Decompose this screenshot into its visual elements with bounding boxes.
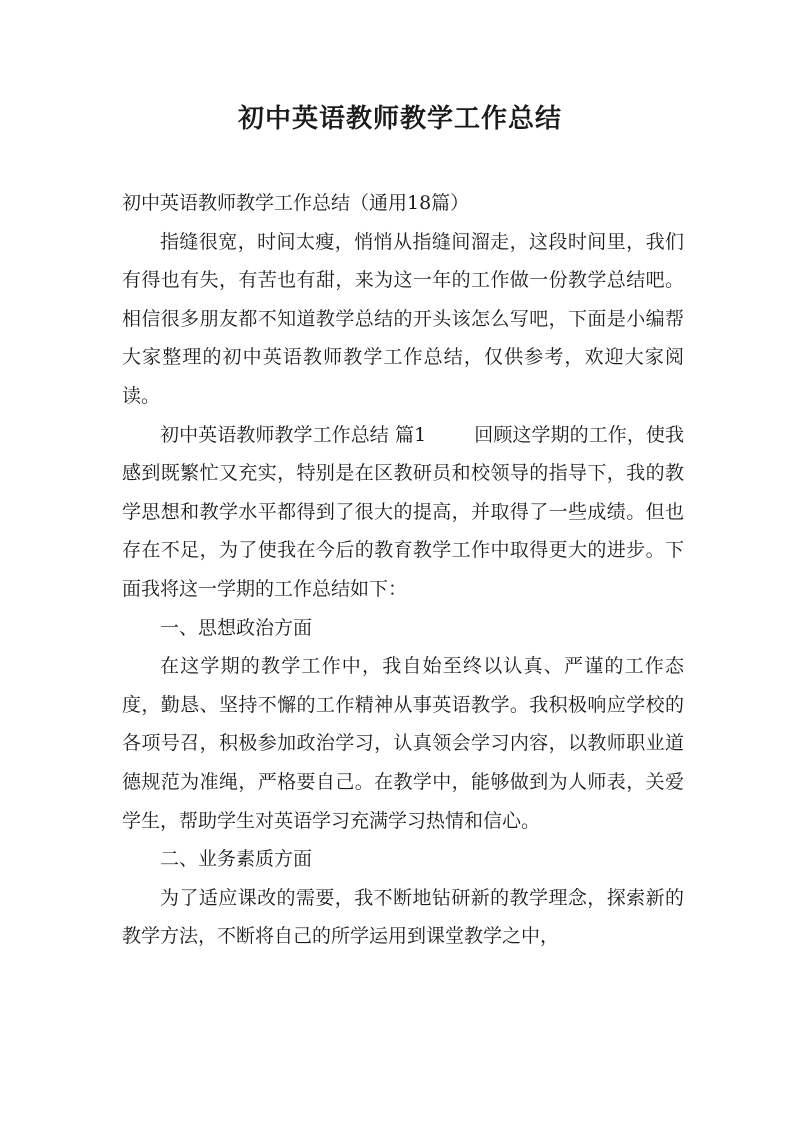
part1-text: 回顾这学期的工作，使我感到既繁忙又充实，特别是在区教研员和校领导的指导下，我的教学思想和教学水平都得到了很大的提高，并取得了一些成绩。但也存在不足，为了使我在今后的教育教学工作中取得更大的进步。下面我将这一学期的工作总结如下： <box>122 423 684 600</box>
section1-paragraph: 在这学期的教学工作中，我自始至终以认真、严谨的工作态度，勤恳、坚持不懈的工作精神从事英语教学。我积极响应学校的各项号召，积极参加政治学习，认真领会学习内容，以教师职业道德规范为准绳，严格要自己。在教学中，能够做到为人师表，关爱学生，帮助学生对英语学习充满学习热情和信心。 <box>122 655 684 832</box>
part1-heading: 初中英语教师教学工作总结 篇1 <box>160 423 427 446</box>
document-title: 初中英语教师教学工作总结 <box>237 104 562 134</box>
section2-paragraph: 为了适应课改的需要，我不断地钻研新的教学理念，探索新的教学方法，不断将自己的所学运用到课堂教学之中， <box>122 886 684 948</box>
part1-paragraph <box>122 416 684 609</box>
section1-heading: 一、思想政治方面 <box>160 616 313 639</box>
document-body <box>122 184 684 956</box>
intro-paragraph: 指缝很宽，时间太瘦，悄悄从指缝间溜走，这段时间里，我们有得也有失，有苦也有甜，来为这一年的工作做一份教学总结吧。相信很多朋友都不知道教学总结的开头该怎么写吧，下面是小编帮大家整理的初中英语教师教学工作总结，仅供参考，欢迎大家阅读。 <box>122 230 684 407</box>
document-subtitle: 初中英语教师教学工作总结（通用18篇） <box>122 192 470 214</box>
section2-heading: 二、业务素质方面 <box>160 848 313 871</box>
